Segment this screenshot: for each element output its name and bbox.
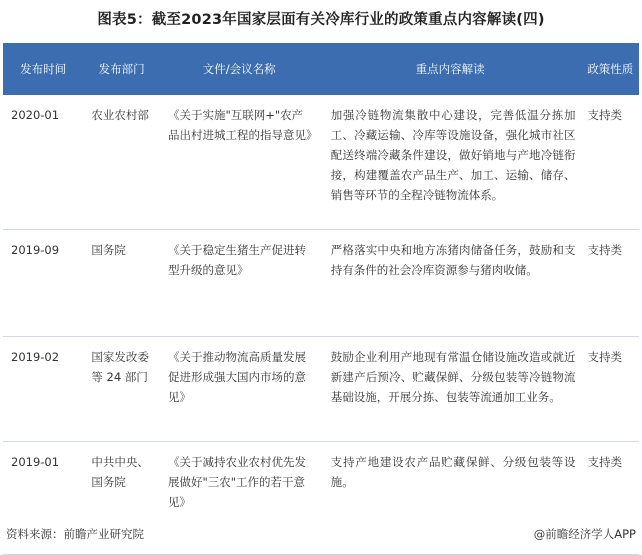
table-row	[3, 337, 639, 442]
cell-doc: 《关于减持农业农村优先发展做好"三农"工作的若干意见》	[167, 455, 306, 509]
cell-doc: 《关于稳定生猪生产促进转型升级的意见》	[167, 243, 306, 277]
table-row	[3, 230, 639, 337]
header-content: 重点内容解读	[415, 62, 485, 76]
table-row	[3, 95, 639, 230]
cell-date: 2019-09	[11, 243, 60, 257]
cell-date: 2019-01	[11, 455, 60, 469]
policy-table	[3, 43, 639, 555]
cell-date: 2020-01	[11, 108, 60, 122]
cell-content: 严格落实中央和地方冻猪肉储备任务，鼓励和支持有条件的社会冷库资源参与猪肉收储。	[330, 243, 576, 277]
cell-doc: 《关于推动物流高质量发展促进形成强大国内市场的意见》	[167, 350, 306, 404]
cell-nature: 支持类	[587, 455, 623, 469]
cell-content: 加强冷链物流集散中心建设，完善低温分拣加工、冷藏运输、冷库等设施设备，强化城市社区配送终端冷藏条件建设，做好销地与产地冷链衔接，构建覆盖农产品生产、加工、运输、储存、销售等环节的全程冷链物流体系。	[330, 108, 576, 202]
cell-content: 鼓励企业利用产地现有常温仓储设施改造或就近新建产后预冷、贮藏保鲜、分级包装等冷链物流基础设施，开展分拣、包装等流通加工业务。	[330, 350, 576, 404]
cell-nature: 支持类	[587, 243, 623, 257]
source-note: 资料来源：前瞻产业研究院	[6, 527, 144, 541]
header-doc: 文件/会议名称	[202, 62, 276, 76]
cell-dept: 中共中央、国务院	[91, 455, 149, 489]
header-nature: 政策性质	[587, 62, 634, 76]
table-header	[3, 43, 639, 95]
cell-nature: 支持类	[587, 350, 623, 364]
cell-content: 支持产地建设农产品贮藏保鲜、分级包装等设施。	[330, 455, 576, 489]
cell-dept: 国务院	[91, 243, 126, 257]
cell-doc: 《关于实施"互联网+"农产品出村进城工程的指导意见》	[167, 108, 318, 142]
header-date: 发布时间	[20, 62, 67, 76]
cell-date: 2019-02	[11, 350, 60, 364]
cell-nature: 支持类	[587, 108, 623, 122]
table-row	[3, 442, 639, 555]
brand-credit: @前瞻经济学人APP	[533, 527, 636, 541]
header-dept: 发布部门	[98, 62, 145, 76]
chart-title: 图表5：截至2023年国家层面有关冷库行业的政策重点内容解读(四)	[97, 12, 545, 28]
cell-dept: 农业农村部	[91, 108, 149, 122]
cell-dept: 国家发改委等 24 部门	[91, 350, 149, 384]
